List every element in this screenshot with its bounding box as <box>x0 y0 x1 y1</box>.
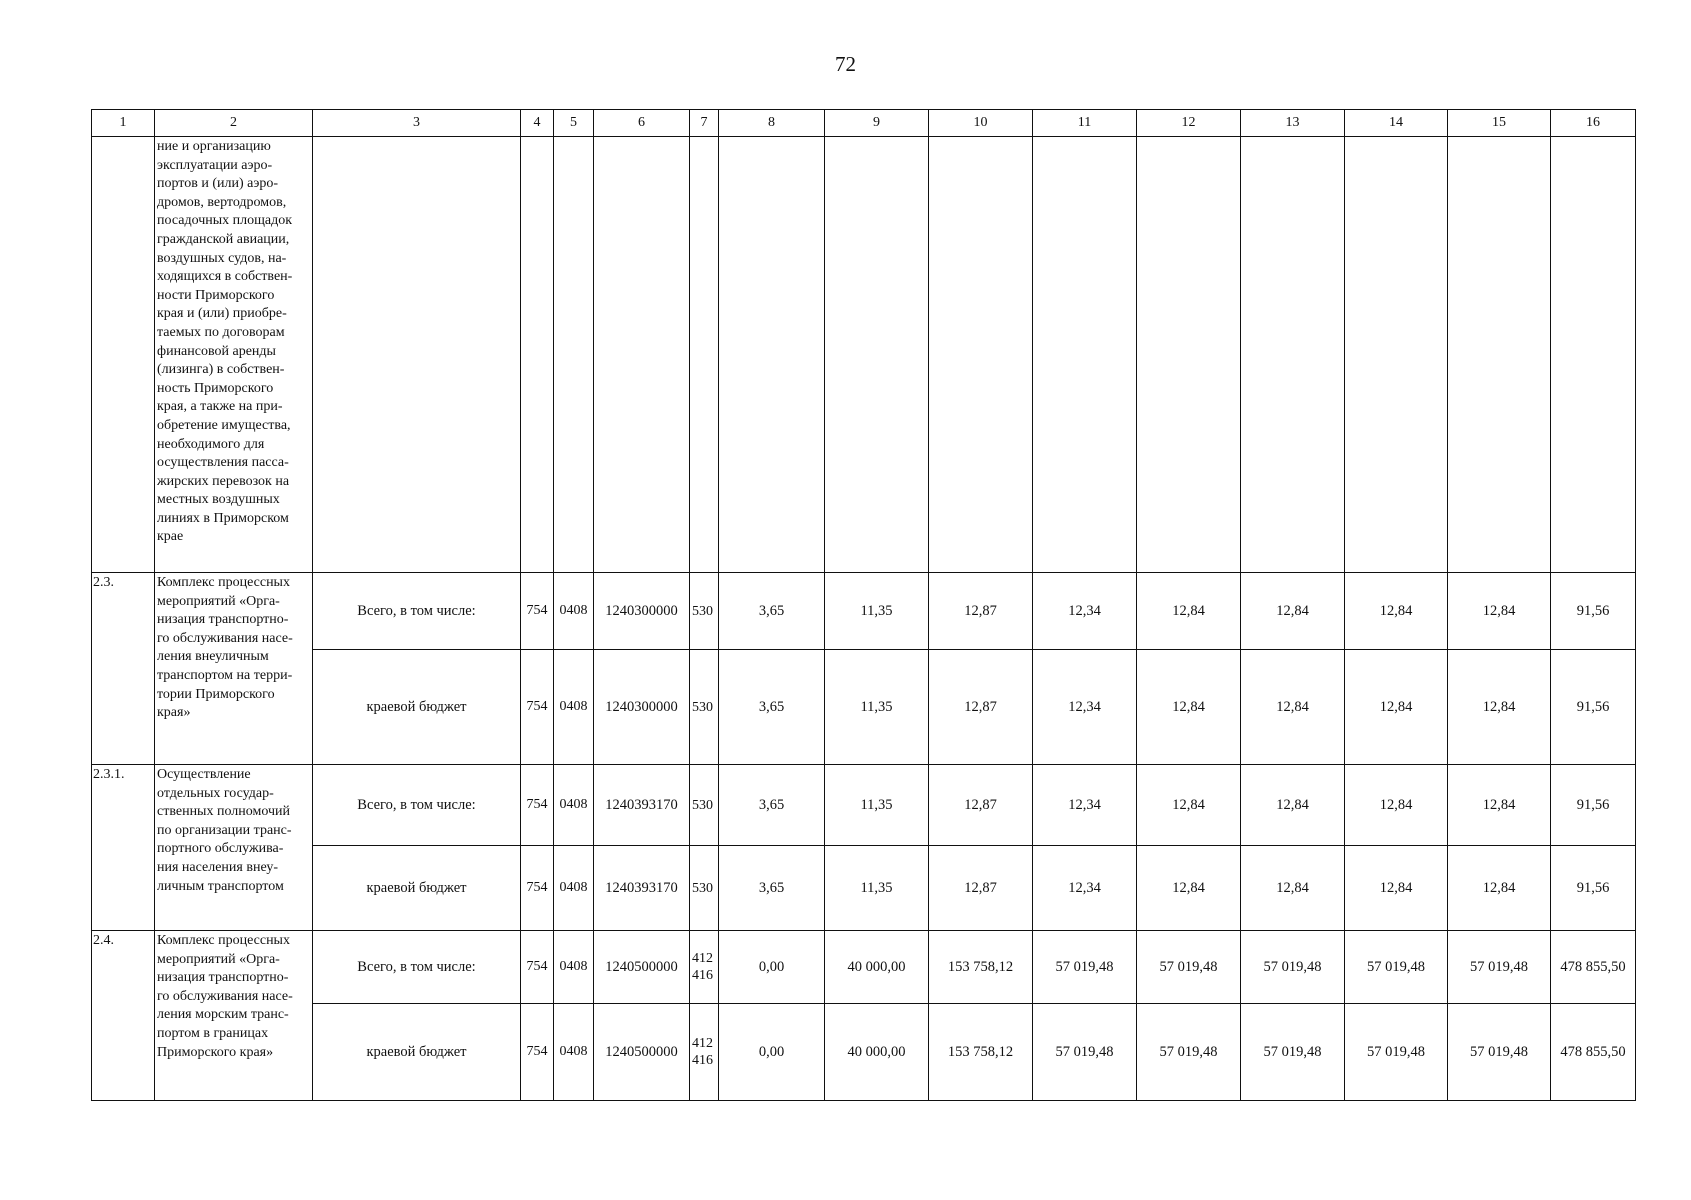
amount-cell: 12,84 <box>1448 846 1551 931</box>
amount-cell: 12,84 <box>1137 846 1241 931</box>
column-number-cell: 7 <box>690 110 719 137</box>
amount-cell: 3,65 <box>719 765 825 846</box>
empty-cell <box>1551 137 1636 573</box>
amount-cell: 153 758,12 <box>929 931 1033 1004</box>
amount-cell: 12,84 <box>1345 650 1448 765</box>
table-row <box>92 650 1636 765</box>
ministry-code: 754 <box>521 573 554 650</box>
ministry-code: 754 <box>521 650 554 765</box>
table-row <box>92 765 1636 846</box>
amount-cell: 12,87 <box>929 846 1033 931</box>
amount-cell: 12,34 <box>1033 765 1137 846</box>
amount-cell: 91,56 <box>1551 846 1636 931</box>
column-number-cell: 5 <box>554 110 594 137</box>
ministry-code: 754 <box>521 846 554 931</box>
continuation-description: ние и организацию эксплуатации аэро- портов и (или) аэро- дромов, вертодромов, посадочных площадок гражданской авиации, воздушных судов, на- ходящихся в собствен- ности Приморского края и (или) приобре- таемых по договорам финансовой аренды (лизинга) в собствен- ность Приморского края, а также на при- обретение имущества, необходимого для осуществления пасса- жирских перевозок на местных воздушных линиях в Приморском крае <box>155 137 313 573</box>
amount-cell: 12,84 <box>1448 573 1551 650</box>
table-body <box>92 110 1636 1101</box>
amount-cell: 12,87 <box>929 650 1033 765</box>
amount-cell: 57 019,48 <box>1137 1004 1241 1101</box>
amount-cell: 12,84 <box>1448 765 1551 846</box>
amount-cell: 57 019,48 <box>1448 1004 1551 1101</box>
target-article-code: 1240393170 <box>594 846 690 931</box>
expense-type-value: 530 <box>692 797 713 813</box>
section-code: 0408 <box>554 650 594 765</box>
expense-type-value: 416 <box>692 1053 713 1068</box>
amount-cell: 57 019,48 <box>1033 931 1137 1004</box>
amount-cell: 57 019,48 <box>1448 931 1551 1004</box>
section-number: 2.4. <box>92 931 155 1101</box>
amount-cell: 91,56 <box>1551 650 1636 765</box>
expense-type-code <box>690 846 719 931</box>
ministry-code: 754 <box>521 765 554 846</box>
amount-cell: 12,34 <box>1033 846 1137 931</box>
empty-cell <box>1033 137 1137 573</box>
expense-type-code <box>690 573 719 650</box>
amount-cell: 12,84 <box>1345 573 1448 650</box>
amount-cell: 12,87 <box>929 765 1033 846</box>
empty-cell <box>521 137 554 573</box>
column-number-cell: 4 <box>521 110 554 137</box>
amount-cell: 12,84 <box>1241 650 1345 765</box>
expense-type-value: 530 <box>692 603 713 619</box>
target-article-code: 1240300000 <box>594 650 690 765</box>
funding-source: Всего, в том числе: <box>313 765 521 846</box>
expense-type-code <box>690 650 719 765</box>
amount-cell: 0,00 <box>719 1004 825 1101</box>
expense-type-value: 412 <box>692 1036 713 1051</box>
column-number-cell: 2 <box>155 110 313 137</box>
amount-cell: 12,84 <box>1345 846 1448 931</box>
expense-type-code <box>690 931 719 1004</box>
amount-cell: 3,65 <box>719 846 825 931</box>
funding-source: Всего, в том числе: <box>313 573 521 650</box>
empty-cell <box>719 137 825 573</box>
funding-source: краевой бюджет <box>313 650 521 765</box>
amount-cell: 12,34 <box>1033 573 1137 650</box>
section-code: 0408 <box>554 1004 594 1101</box>
expense-type-value: 416 <box>692 968 713 983</box>
target-article-code: 1240500000 <box>594 931 690 1004</box>
empty-cell <box>1448 137 1551 573</box>
section-code: 0408 <box>554 846 594 931</box>
section-number: 2.3. <box>92 573 155 765</box>
section-code: 0408 <box>554 765 594 846</box>
column-number-cell: 8 <box>719 110 825 137</box>
section-description: Комплекс процессных мероприятий «Орга- низация транспортно- го обслуживания насе- ления морским транс- портом в границах Приморского края» <box>155 931 313 1101</box>
amount-cell: 0,00 <box>719 931 825 1004</box>
amount-cell: 91,56 <box>1551 765 1636 846</box>
amount-cell: 12,84 <box>1137 650 1241 765</box>
funding-source: краевой бюджет <box>313 1004 521 1101</box>
empty-cell <box>1241 137 1345 573</box>
funding-source: Всего, в том числе: <box>313 931 521 1004</box>
amount-cell: 57 019,48 <box>1137 931 1241 1004</box>
ministry-code: 754 <box>521 1004 554 1101</box>
target-article-code: 1240300000 <box>594 573 690 650</box>
amount-cell: 11,35 <box>825 573 929 650</box>
column-number-cell: 13 <box>1241 110 1345 137</box>
column-number-cell: 12 <box>1137 110 1241 137</box>
empty-cell <box>313 137 521 573</box>
column-number-cell: 9 <box>825 110 929 137</box>
expense-type-value: 412 <box>692 951 713 966</box>
target-article-code: 1240500000 <box>594 1004 690 1101</box>
empty-cell <box>690 137 719 573</box>
amount-cell: 478 855,50 <box>1551 931 1636 1004</box>
column-number-cell: 3 <box>313 110 521 137</box>
budget-table <box>91 109 1636 1101</box>
table-row <box>92 1004 1636 1101</box>
column-number-cell: 16 <box>1551 110 1636 137</box>
amount-cell: 11,35 <box>825 765 929 846</box>
empty-cell <box>1345 137 1448 573</box>
amount-cell: 12,84 <box>1241 573 1345 650</box>
amount-cell: 3,65 <box>719 573 825 650</box>
amount-cell: 153 758,12 <box>929 1004 1033 1101</box>
expense-type-value: 530 <box>692 880 713 896</box>
amount-cell: 40 000,00 <box>825 1004 929 1101</box>
section-number: 2.3.1. <box>92 765 155 931</box>
amount-cell: 12,84 <box>1241 846 1345 931</box>
column-number-cell: 11 <box>1033 110 1137 137</box>
expense-type-code <box>690 1004 719 1101</box>
ministry-code: 754 <box>521 931 554 1004</box>
empty-cell <box>929 137 1033 573</box>
page-number: 72 <box>835 52 856 76</box>
column-number-cell: 1 <box>92 110 155 137</box>
column-number-cell: 6 <box>594 110 690 137</box>
table-row <box>92 846 1636 931</box>
section-description: Осуществление отдельных государ- ственных полномочий по организации транс- портного обслужива- ния населения внеу- личным транспортом <box>155 765 313 931</box>
section-description: Комплекс процессных мероприятий «Орга- низация транспортно- го обслуживания насе- ления внеуличным транспортом на терри- тории Приморского края» <box>155 573 313 765</box>
amount-cell: 91,56 <box>1551 573 1636 650</box>
expense-type-code <box>690 765 719 846</box>
amount-cell: 12,84 <box>1448 650 1551 765</box>
empty-cell <box>92 137 155 573</box>
section-code: 0408 <box>554 573 594 650</box>
amount-cell: 12,84 <box>1345 765 1448 846</box>
amount-cell: 57 019,48 <box>1241 931 1345 1004</box>
amount-cell: 57 019,48 <box>1241 1004 1345 1101</box>
column-number-cell: 10 <box>929 110 1033 137</box>
amount-cell: 12,84 <box>1137 573 1241 650</box>
section-code: 0408 <box>554 931 594 1004</box>
continuation-row <box>92 137 1636 573</box>
empty-cell <box>1137 137 1241 573</box>
amount-cell: 12,84 <box>1241 765 1345 846</box>
table-row <box>92 573 1636 650</box>
amount-cell: 11,35 <box>825 650 929 765</box>
amount-cell: 12,87 <box>929 573 1033 650</box>
amount-cell: 57 019,48 <box>1345 931 1448 1004</box>
target-article-code: 1240393170 <box>594 765 690 846</box>
column-number-row <box>92 110 1636 137</box>
amount-cell: 3,65 <box>719 650 825 765</box>
empty-cell <box>594 137 690 573</box>
expense-type-value: 530 <box>692 699 713 715</box>
amount-cell: 57 019,48 <box>1033 1004 1137 1101</box>
amount-cell: 11,35 <box>825 846 929 931</box>
empty-cell <box>825 137 929 573</box>
amount-cell: 57 019,48 <box>1345 1004 1448 1101</box>
column-number-cell: 15 <box>1448 110 1551 137</box>
amount-cell: 12,34 <box>1033 650 1137 765</box>
amount-cell: 478 855,50 <box>1551 1004 1636 1101</box>
table-row <box>92 931 1636 1004</box>
amount-cell: 12,84 <box>1137 765 1241 846</box>
column-number-cell: 14 <box>1345 110 1448 137</box>
amount-cell: 40 000,00 <box>825 931 929 1004</box>
funding-source: краевой бюджет <box>313 846 521 931</box>
empty-cell <box>554 137 594 573</box>
